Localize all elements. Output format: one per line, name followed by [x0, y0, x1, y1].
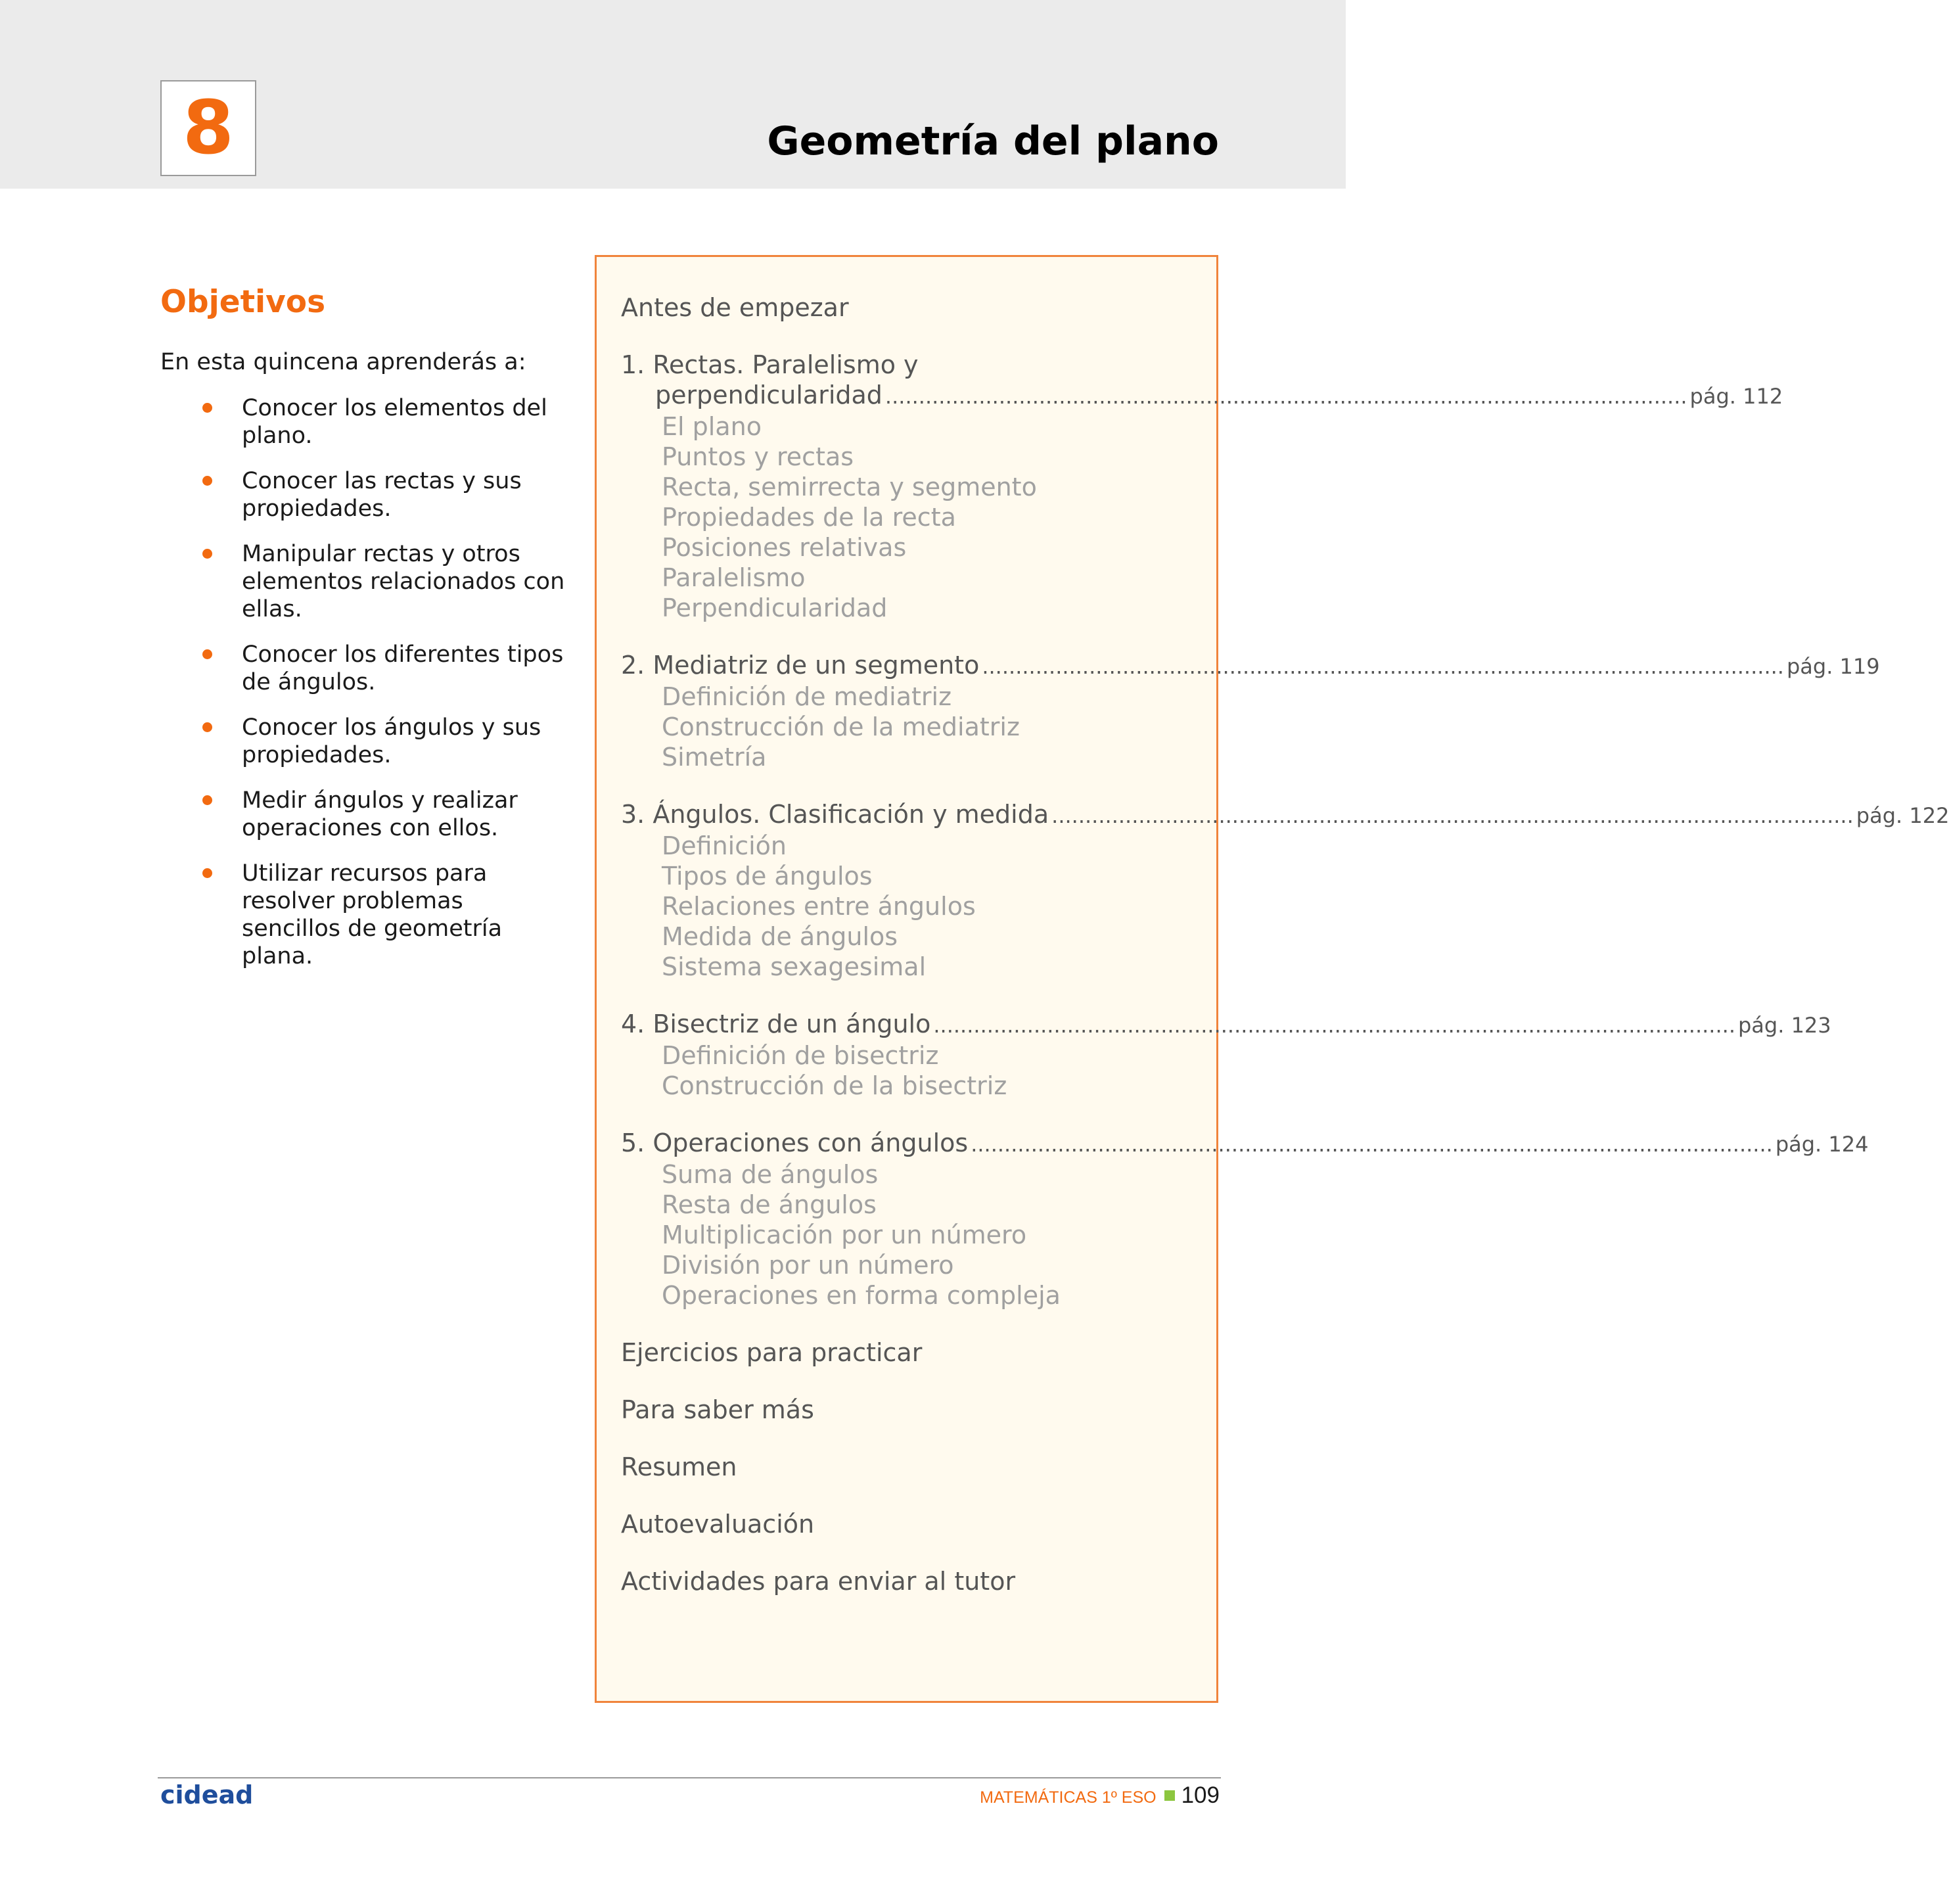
toc-section	[621, 799, 1949, 982]
objectives-heading: Objetivos	[160, 284, 326, 320]
toc-subsection: Definición de bisectriz	[662, 1041, 939, 1070]
page-reference: pág. 122	[1856, 803, 1949, 828]
cidead-logo-text: cidead	[160, 1780, 254, 1809]
objective-item	[160, 394, 568, 450]
toc-extra-item: Para saber más	[621, 1395, 814, 1424]
toc-subsection-list	[621, 682, 1206, 772]
toc-section-title	[621, 1128, 1869, 1159]
chapter-number: 8	[183, 85, 234, 171]
toc-subsection-list	[621, 411, 1206, 623]
footer-right	[980, 1782, 1220, 1809]
objective-text: Conocer los diferentes tipos de ángulos.	[242, 641, 564, 695]
toc-subsection: Definición	[662, 831, 787, 860]
page-reference: pág. 112	[1689, 384, 1783, 409]
toc-subsection: Recta, semirrecta y segmento	[662, 473, 1037, 501]
toc-extra-item: Resumen	[621, 1452, 737, 1481]
toc-subsection: El plano	[662, 412, 762, 441]
toc-extra-item: Autoevaluación	[621, 1510, 815, 1539]
objective-item	[160, 860, 568, 970]
toc-subsection: Perpendicularidad	[662, 593, 888, 622]
objective-text: Conocer los elementos del plano.	[242, 395, 547, 449]
objectives-intro: En esta quincena aprenderás a:	[160, 349, 526, 375]
toc-extra-item: Actividades para enviar al tutor	[621, 1567, 1016, 1596]
toc-section-title-text: 1. Rectas. Paralelismo y	[621, 350, 919, 379]
objective-text: Conocer los ángulos y sus propiedades.	[242, 714, 541, 768]
bullet-icon	[202, 795, 212, 805]
toc-subsection: Medida de ángulos	[662, 922, 898, 951]
leader-dots: ........................................................................................................................	[884, 384, 1687, 409]
toc-subsection: Propiedades de la recta	[662, 503, 956, 532]
toc-subsection: Multiplicación por un número	[662, 1220, 1027, 1249]
objective-text: Utilizar recursos para resolver problemas sencillos de geometría plana.	[242, 860, 503, 969]
page-reference: pág. 119	[1786, 654, 1880, 679]
bullet-icon	[202, 403, 212, 413]
toc-section-title	[621, 799, 1949, 831]
objective-text: Manipular rectas y otros elementos relacionados con ellas.	[242, 541, 565, 622]
toc-section	[621, 650, 1880, 772]
toc-section-title-continued	[621, 380, 1783, 411]
page-number: 109	[1181, 1782, 1220, 1808]
toc-subsection: Construcción de la mediatriz	[662, 712, 1020, 741]
toc-section-title	[621, 350, 1206, 380]
page-reference: pág. 124	[1775, 1132, 1869, 1157]
toc-section-title	[621, 1009, 1831, 1040]
toc-subsection: Simetría	[662, 743, 767, 772]
toc-content	[621, 292, 1949, 1623]
objective-item	[160, 714, 568, 769]
toc-subsection: División por un número	[662, 1251, 954, 1280]
toc-subsection: Construcción de la bisectriz	[662, 1071, 1007, 1100]
bullet-icon	[202, 549, 212, 559]
toc-subsection: Tipos de ángulos	[662, 862, 873, 891]
toc-extra-item: Ejercicios para practicar	[621, 1338, 923, 1367]
toc-subsection: Resta de ángulos	[662, 1190, 877, 1219]
toc-subsection: Relaciones entre ángulos	[662, 892, 976, 921]
toc-subsection: Definición de mediatriz	[662, 682, 952, 711]
objective-item	[160, 787, 568, 842]
cidead-logo	[160, 1781, 265, 1813]
leader-dots: ........................................................................................................................	[982, 654, 1784, 679]
toc-section-title-text: 2. Mediatriz de un segmento	[621, 651, 980, 680]
toc-subsection-list	[621, 1040, 1206, 1101]
objective-item	[160, 540, 568, 623]
bullet-icon	[202, 868, 212, 878]
toc-subsection-list	[621, 831, 1206, 982]
toc-section	[621, 350, 1783, 623]
footer-square-icon	[1164, 1790, 1175, 1801]
toc-section-title-text: perpendicularidad	[655, 381, 883, 409]
footer-rule	[158, 1777, 1221, 1778]
objective-item	[160, 641, 568, 696]
toc-section-title-text: 5. Operaciones con ángulos	[621, 1128, 969, 1157]
cidead-logo-mark	[160, 1781, 265, 1810]
bullet-icon	[202, 649, 212, 659]
objective-text: Medir ángulos y realizar operaciones con ellos.	[242, 787, 518, 841]
leader-dots: ........................................................................................................................	[971, 1132, 1773, 1157]
table-of-contents	[595, 255, 1949, 1703]
toc-section	[621, 1009, 1831, 1101]
toc-section-title	[621, 650, 1880, 682]
toc-before-start: Antes de empezar	[621, 293, 849, 322]
page-reference: pág. 123	[1737, 1013, 1831, 1038]
chapter-number-box	[160, 80, 256, 176]
toc-subsection: Posiciones relativas	[662, 533, 907, 562]
toc-section-title-text: 3. Ángulos. Clasificación y medida	[621, 800, 1049, 829]
bullet-icon	[202, 722, 212, 732]
leader-dots: ........................................................................................................................	[933, 1013, 1735, 1038]
toc-section-title-text: 4. Bisectriz de un ángulo	[621, 1010, 931, 1038]
footer-subject: MATEMÁTICAS 1º ESO	[980, 1788, 1157, 1807]
toc-subsection-list	[621, 1159, 1206, 1311]
chapter-title: Geometría del plano	[767, 118, 1219, 164]
objective-item	[160, 467, 568, 522]
leader-dots: ........................................................................................................................	[1051, 803, 1854, 828]
objective-text: Conocer las rectas y sus propiedades.	[242, 468, 522, 522]
bullet-icon	[202, 476, 212, 486]
toc-subsection: Sistema sexagesimal	[662, 952, 927, 981]
toc-subsection: Suma de ángulos	[662, 1160, 879, 1189]
toc-subsection: Paralelismo	[662, 563, 806, 592]
toc-subsection: Puntos y rectas	[662, 442, 854, 471]
objectives-list	[160, 394, 568, 988]
toc-subsection: Operaciones en forma compleja	[662, 1281, 1061, 1310]
toc-section	[621, 1128, 1869, 1311]
